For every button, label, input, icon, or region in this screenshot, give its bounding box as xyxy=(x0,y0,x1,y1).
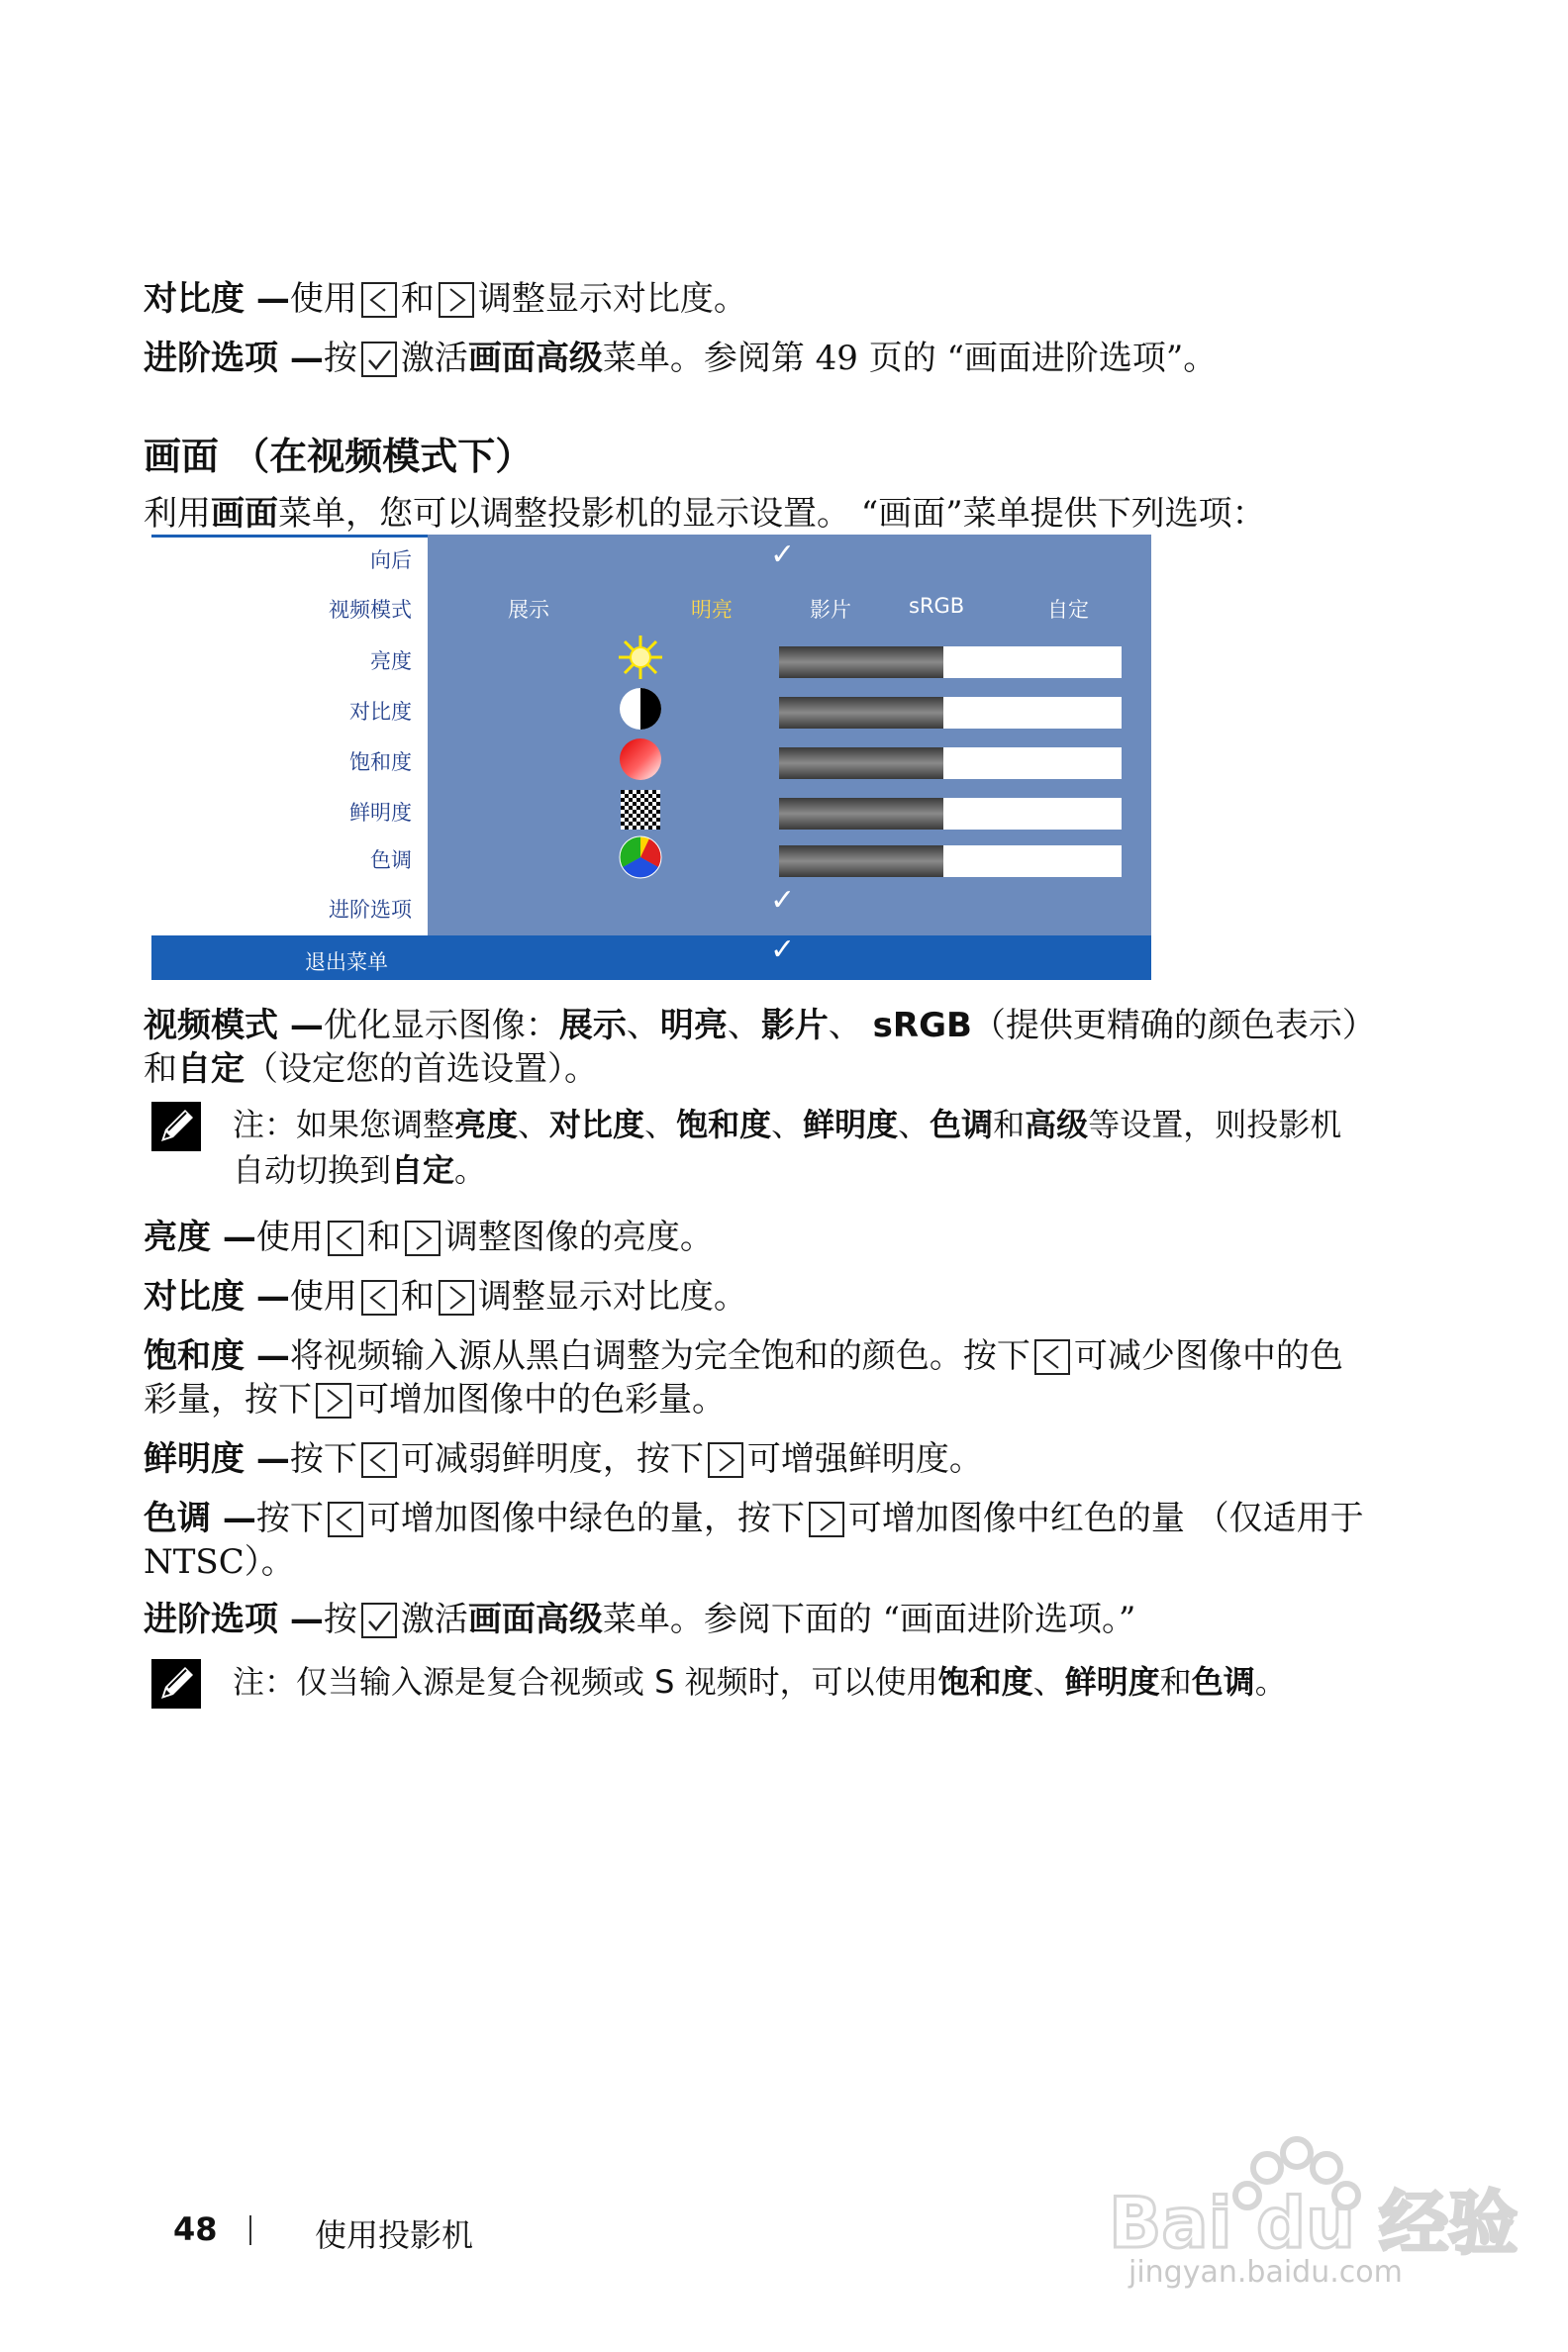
sharpness-paragraph: 鲜明度 —按下 可减弱鲜明度，按下 可增强鲜明度。 xyxy=(144,1439,983,1479)
osd-video-mode-label[interactable]: 视频模式 xyxy=(329,598,412,622)
tint-value: 50 xyxy=(1221,848,1248,872)
saturation-paragraph: 饱和度 —将视频输入源从黑白调整为完全饱和的颜色。按下 可减少图像中的色彩量，按下 可增加图像中的色彩量。 xyxy=(144,1336,1343,1420)
picture-osd-menu xyxy=(151,535,1248,980)
brightness-value: 50 xyxy=(1221,649,1248,673)
exit-menu-bar[interactable] xyxy=(151,935,1151,980)
brightness-paragraph: 亮度 —使用 和 调整图像的亮度。 xyxy=(144,1218,714,1257)
osd-brightness-label[interactable]: 亮度 xyxy=(370,649,412,673)
osd-advanced-label[interactable]: 进阶选项 xyxy=(329,898,412,922)
mode-custom[interactable]: 自定 xyxy=(1047,598,1089,622)
mode-presentation[interactable]: 展示 xyxy=(508,598,549,622)
right-arrow-key-icon xyxy=(405,1221,441,1256)
sharpness-slider[interactable] xyxy=(779,798,1122,830)
note-pencil-icon xyxy=(151,1102,201,1151)
section-intro: 利用画面菜单，您可以调整投影机的显示设置。 “画面”菜单提供下列选项： xyxy=(144,494,1266,534)
advanced-term: 进阶选项 — xyxy=(144,339,324,378)
left-arrow-key-icon xyxy=(361,1280,397,1316)
saturation-value: 50 xyxy=(1221,750,1248,774)
left-arrow-key-icon xyxy=(1034,1339,1070,1375)
contrast-term: 对比度 — xyxy=(144,279,290,319)
right-arrow-key-icon xyxy=(708,1442,743,1478)
note-pencil-icon xyxy=(151,1659,201,1709)
exit-check-icon: ✓ xyxy=(770,932,796,967)
footer-divider xyxy=(249,2215,251,2245)
contrast-value: 50 xyxy=(1221,700,1248,724)
contrast-icon xyxy=(617,685,664,733)
osd-saturation-label[interactable]: 饱和度 xyxy=(349,750,412,774)
menu-check-key-icon xyxy=(361,1603,397,1638)
right-arrow-key-icon xyxy=(439,282,474,318)
left-arrow-key-icon xyxy=(328,1502,363,1537)
video-mode-paragraph: 视频模式 —优化显示图像：展示、明亮、影片、 sRGB（提供更精确的颜色表示）和自定（设定您的首选设置）。 xyxy=(144,1006,1359,1089)
right-arrow-key-icon xyxy=(439,1280,474,1316)
left-arrow-key-icon xyxy=(361,282,397,318)
back-check-icon: ✓ xyxy=(770,538,796,572)
contrast-paragraph-top: 对比度 —使用 和 调整显示对比度。 xyxy=(144,279,747,319)
right-arrow-key-icon xyxy=(809,1502,844,1537)
section-heading: 画面 （在视频模式下） xyxy=(144,435,534,478)
mode-bright[interactable]: 明亮 xyxy=(691,598,733,622)
contrast-paragraph: 对比度 —使用 和 调整显示对比度。 xyxy=(144,1277,747,1317)
watermark-url: jingyan.baidu.com xyxy=(1128,2255,1403,2290)
osd-exit-label[interactable]: 退出菜单 xyxy=(305,950,388,974)
mode-movie[interactable]: 影片 xyxy=(810,598,851,622)
sharpness-value: 16 xyxy=(1221,801,1248,825)
page-number: 48 xyxy=(173,2210,218,2248)
left-arrow-key-icon xyxy=(361,1442,397,1478)
right-arrow-key-icon xyxy=(316,1383,351,1419)
sharpness-icon xyxy=(617,786,664,833)
menu-check-key-icon xyxy=(361,342,397,377)
saturation-slider[interactable] xyxy=(779,747,1122,779)
svg-text:Bai du 经验: Bai du 经验 xyxy=(1109,2183,1519,2264)
left-arrow-key-icon xyxy=(328,1221,363,1256)
tint-paragraph: 色调 —按下 可增加图像中绿色的量，按下 可增加图像中红色的量 （仅适用于 NTSC）。 xyxy=(144,1499,1364,1582)
contrast-slider[interactable] xyxy=(779,697,1122,729)
sun-icon xyxy=(617,634,664,681)
advanced-paragraph-top: 进阶选项 —按 激活画面高级菜单。参阅第 49 页的 “画面进阶选项”。 xyxy=(144,339,1218,378)
tint-icon xyxy=(617,833,664,881)
advanced-check-icon: ✓ xyxy=(770,883,796,918)
mode-srgb[interactable]: sRGB xyxy=(909,594,965,618)
saturation-icon xyxy=(617,735,664,783)
chapter-title: 使用投影机 xyxy=(315,2216,474,2254)
advanced-paragraph: 进阶选项 —按 激活画面高级菜单。参阅下面的 “画面进阶选项。” xyxy=(144,1600,1136,1639)
osd-back-label[interactable]: 向后 xyxy=(370,548,412,572)
osd-tint-label[interactable]: 色调 xyxy=(370,848,412,872)
osd-contrast-label[interactable]: 对比度 xyxy=(349,700,412,724)
tint-slider[interactable] xyxy=(779,845,1122,877)
brightness-slider[interactable] xyxy=(779,646,1122,678)
osd-sharpness-label[interactable]: 鲜明度 xyxy=(349,801,412,825)
